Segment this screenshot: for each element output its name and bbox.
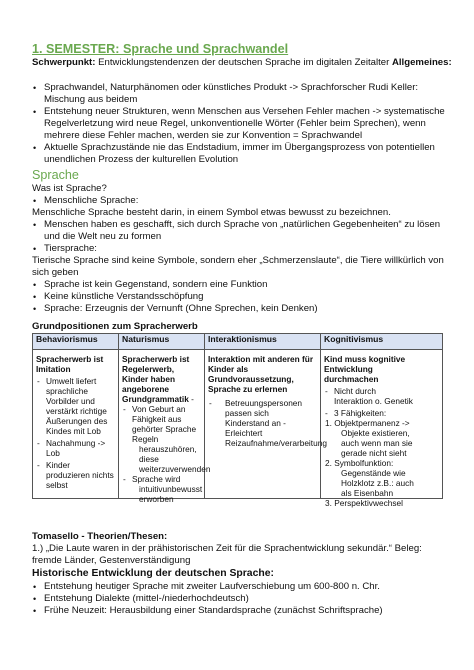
schwerpunkt-line — [32, 57, 452, 69]
cell-bold-line: Spracherwerb ist — [36, 354, 104, 364]
tier-text-line-2: sich geben — [32, 267, 79, 278]
cell-bold-line: durchmachen — [324, 374, 379, 384]
cell-line: Kindes mit Lob — [46, 426, 101, 436]
sprache-item-2: Keine künstliche Verstandsschöpfung — [44, 291, 204, 302]
cell-bold-line: Regelerwerb, — [122, 364, 175, 374]
tier-text-line-1: Tierische Sprache sind keine Symbole, sondern eher „Schmerzenslaute“, die Tiere willkürlich von — [32, 255, 444, 266]
cell-line: Regeln — [132, 434, 159, 444]
grundpositionen-table — [32, 333, 443, 508]
cell-line: Vorbilder und — [46, 396, 95, 406]
page-title: 1. SEMESTER: Sprache und Sprachwandel — [32, 42, 289, 56]
dash-icon: - — [37, 376, 40, 386]
tomasello-line-2: fremde Länder, Gestenverständigung — [32, 555, 191, 566]
cell-line: Betreuungspersonen — [225, 398, 303, 408]
table-header-row — [33, 334, 443, 350]
cell-line: 1. Objektpermanenz -> — [325, 418, 410, 428]
allgemein-item-1-line-2: Mischung aus beidem — [44, 94, 138, 105]
cell-line: Interaktion o. Genetik — [334, 396, 413, 406]
header-behaviorismus: Behaviorismus — [33, 334, 119, 350]
bullet-icon: • — [33, 83, 37, 93]
bullet-icon: • — [33, 220, 37, 230]
allgemeines-label: Allgemeines: — [391, 57, 452, 68]
cell-line: als Eisenbahn — [341, 488, 394, 498]
grundpositionen-heading: Grundpositionen zum Spracherwerb — [32, 321, 198, 332]
cell-bold-span: Grundgrammatik — [122, 394, 189, 404]
cell-bold-line: Kinder als — [208, 364, 249, 374]
bullet-icon: • — [33, 196, 37, 206]
menschlich-label: Menschliche Sprache: — [44, 195, 139, 206]
cell-line: auch wenn man sie — [341, 438, 413, 448]
cell-line: gehörter Sprache — [132, 424, 197, 434]
cell-line: passen sich — [225, 408, 269, 418]
sprache-item-1: Sprache ist kein Gegenstand, sondern eine Funktion — [44, 279, 268, 290]
historisch-item-3: Frühe Neuzeit: Herausbildung einer Standardsprache (zunächst Schriftsprache) — [44, 605, 383, 616]
cell-line: erworben — [139, 494, 174, 504]
tomasello-line-1: 1.) „Die Laute waren in der prähistorischen Zeit für die Sprachentwicklung sekundär.“ Beleg: — [32, 543, 422, 554]
bullet-icon: • — [33, 244, 37, 254]
sprache-item-3: Sprache: Erzeugnis der Vernunft (Ohne Sprechen, kein Denken) — [44, 303, 318, 314]
cell-line: Von Geburt an — [132, 404, 186, 414]
menschen-item-line-1: Menschen haben es geschafft, sich durch Sprache von „natürlichen Gegebenheiten“ zu lösen — [44, 219, 441, 230]
cell-bold-line: Sprache zu erlernen — [208, 384, 288, 394]
cell-bold-line: angeborene — [122, 384, 170, 394]
historisch-heading: Historische Entwicklung der deutschen Sprache: — [32, 568, 274, 579]
header-interaktionismus: Interaktionismus — [205, 334, 321, 350]
allgemein-item-2-line-2: Regelverletzung wird neue Regel, unkonventionelle Wörter (Fehler beim Sprechen), wenn — [44, 118, 426, 129]
cell-bold-line: Spracherwerb ist — [122, 354, 190, 364]
cell-line: herauszuhören, — [139, 444, 197, 454]
bullet-icon: • — [33, 304, 37, 314]
cell-bold-line: Imitation — [36, 364, 71, 374]
cell-line: selbst — [46, 480, 68, 490]
cell-naturismus — [119, 350, 211, 504]
bullet-icon: • — [33, 606, 37, 616]
cell-behaviorismus — [33, 350, 119, 499]
cell-line: 3 Fähigkeiten: — [334, 408, 387, 418]
cell-line: produzieren nichts — [46, 470, 114, 480]
header-naturismus: Naturismus — [119, 334, 205, 350]
cell-line: intuitivunbewusst — [139, 484, 203, 494]
cell-line: 2. Symbolfunktion: — [325, 458, 394, 468]
cell-line: Kinder — [46, 460, 70, 470]
bullet-icon: • — [33, 280, 37, 290]
tier-label: Tiersprache: — [44, 243, 97, 254]
historisch-item-1: Entstehung heutiger Sprache mit zweiter Laufverschiebung um 600-800 n. Chr. — [44, 581, 380, 592]
cell-line: sprachliche — [46, 386, 88, 396]
cell-line: Lob — [46, 448, 60, 458]
cell-line: Holzklotz z.B.: auch — [341, 478, 414, 488]
dash-icon: - — [123, 474, 126, 484]
cell-interaktionismus — [205, 350, 327, 499]
cell-line: Nachahmung -> — [46, 438, 106, 448]
dash-icon: - — [325, 408, 328, 418]
cell-kognitivismus — [321, 350, 443, 508]
dash-text: - — [188, 394, 194, 404]
historisch-item-2: Entstehung Dialekte (mittel-/niederhochdeutsch) — [44, 593, 249, 604]
cell-bold-line: Grundvoraussetzung, — [208, 374, 294, 384]
sprache-heading: Sprache — [32, 168, 79, 182]
schwerpunkt-label: Schwerpunkt: — [32, 57, 96, 68]
sprache-question: Was ist Sprache? — [32, 183, 107, 194]
cell-line: Äußerungen des — [46, 416, 108, 426]
schwerpunkt-text: Entwicklungstendenzen der deutschen Sprache im digitalen Zeitalter — [95, 57, 392, 68]
bullet-icon: • — [33, 292, 37, 302]
cell-line: Kinderstand an - — [225, 418, 286, 428]
cell-line: diese — [139, 454, 159, 464]
cell-bold-line: Entwicklung — [324, 364, 373, 374]
cell-bold-line: Kinder haben — [122, 374, 176, 384]
cell-line: 3. Perspektivwechsel — [325, 498, 403, 508]
cell-line: Umwelt liefert — [46, 376, 97, 386]
dash-icon: - — [209, 398, 212, 408]
allgemein-item-2-line-1: Entstehung neuer Strukturen, wenn Menschen aus Versehen Fehler machen -> systematische — [44, 106, 445, 117]
allgemein-item-3-line-2: unendlichen Prozess der kulturellen Evolution — [44, 154, 239, 165]
table-row — [33, 350, 443, 499]
allgemein-item-2-line-3: mehrere diese Fehler machen, werden sie zur Konvention = Sprachwandel — [44, 130, 363, 141]
cell-bold-line — [122, 394, 194, 404]
cell-line: weiterzuverwenden — [139, 464, 211, 474]
dash-icon: - — [37, 438, 40, 448]
dash-icon: - — [325, 386, 328, 396]
bullet-icon: • — [33, 594, 37, 604]
cell-line: Fähigkeit aus — [132, 414, 182, 424]
menschen-item-line-2: und die Welt neu zu formen — [44, 231, 162, 242]
cell-bold-line: Interaktion mit anderen für — [208, 354, 314, 364]
allgemein-item-3-line-1: Aktuelle Sprachzustände nie das Endstadium, immer im Übergangsprozess von potentiellen — [44, 142, 435, 153]
dash-icon: - — [123, 404, 126, 414]
cell-line: Sprache wird — [132, 474, 181, 484]
cell-line: Objekte existieren, — [341, 428, 410, 438]
cell-bold-line: Kind muss kognitive — [324, 354, 406, 364]
cell-line: Nicht durch — [334, 386, 376, 396]
tomasello-heading: Tomasello - Theorien/Thesen: — [32, 531, 168, 542]
cell-line: verstärkt richtige — [46, 406, 107, 416]
dash-icon: - — [37, 460, 40, 470]
header-kognitivismus: Kognitivismus — [321, 334, 443, 350]
bullet-icon: • — [33, 107, 37, 117]
bullet-icon: • — [33, 582, 37, 592]
cell-line: Reizaufnahme/verarbeitung — [225, 438, 327, 448]
menschlich-text: Menschliche Sprache besteht darin, in einem Symbol etwas bewusst zu bezeichnen. — [32, 207, 391, 218]
cell-line: Erleichtert — [225, 428, 263, 438]
cell-line: gerade nicht sieht — [341, 448, 407, 458]
cell-line: Gegenstände wie — [341, 468, 406, 478]
bullet-icon: • — [33, 143, 37, 153]
allgemein-item-1-line-1: Sprachwandel, Naturphänomen oder künstliches Produkt -> Sprachforscher Rudi Keller: — [44, 82, 419, 93]
